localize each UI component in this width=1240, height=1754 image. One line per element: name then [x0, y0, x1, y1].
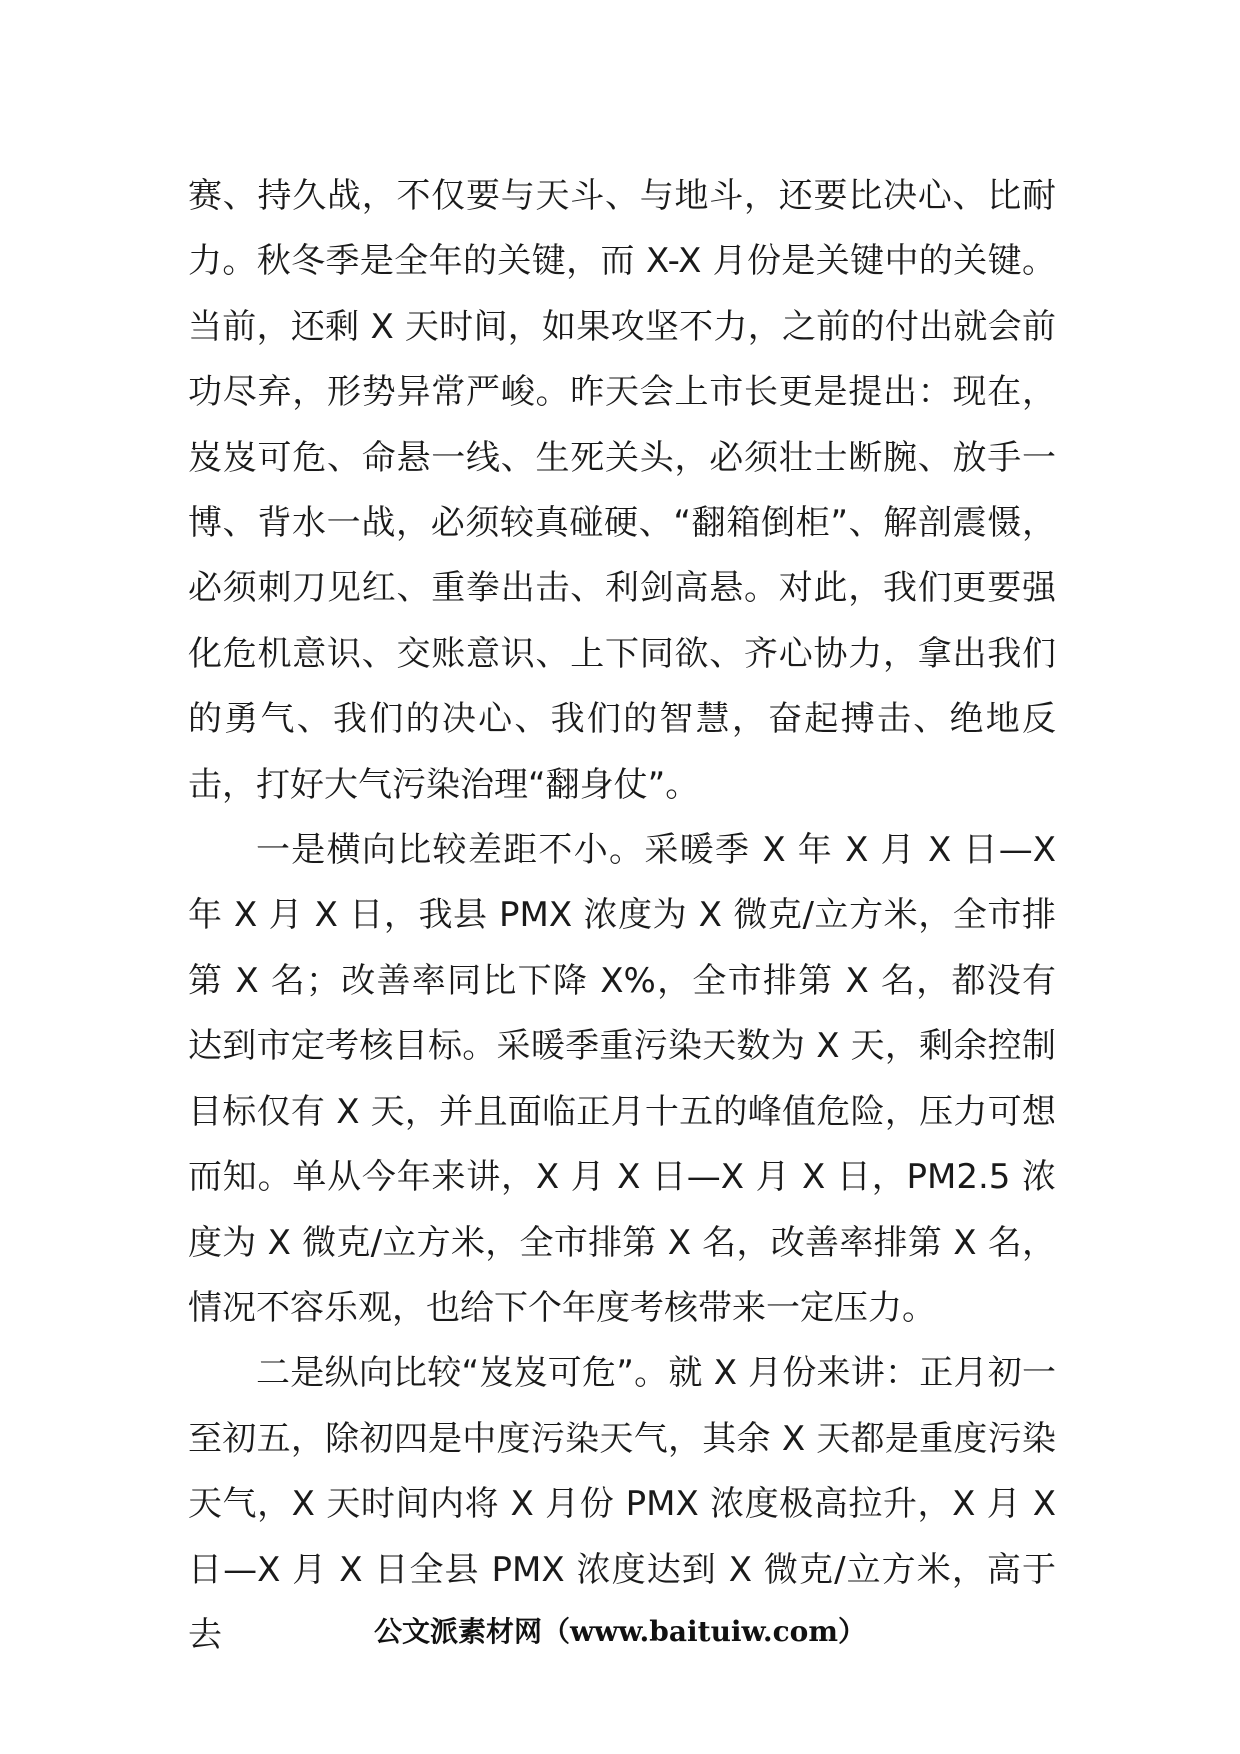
paragraph-horizontal-comparison: 一是横向比较差距不小。采暖季 X 年 X 月 X 日—X 年 X 月 X 日，我县 PMX 浓度为 X 微克/立方米，全市排第 X 名；改善率同比下降 X%，全市排第 X 名，都没有达到市定考核目标。采暖季重污染天数为 X 天，剩余控制目标仅有 X 天，并且面临正月十五的峰值危险，压力可想而知。单从今年来讲，X 月 X 日—X 月 X 日，PM2.5 浓度为 X 微克/立方米，全市排第 X 名，改善率排第 X 名，情况不容乐观，也给下个年度考核带来一定压力。: [188, 830, 1056, 1328]
paragraph-vertical-comparison: 二是纵向比较“岌岌可危”。就 X 月份来讲：正月初一至初五，除初四是中度污染天气，其余 X 天都是重度污染天气，X 天时间内将 X 月份 PMX 浓度极高拉升，X 月 X 日—X 月 X 日全县 PMX 浓度达到 X 微克/立方米，高于去: [188, 1353, 1056, 1655]
paragraph-continuation: 赛、持久战，不仅要与天斗、与地斗，还要比决心、比耐力。秋冬季是全年的关键，而 X-X 月份是关键中的关键。当前，还剩 X 天时间，如果攻坚不力，之前的付出就会前功尽弃，形势异常严峻。昨天会上市长更是提出：现在，岌岌可危、命悬一线、生死关头，必须壮士断腕、放手一博、背水一战，必须较真碰硬、“翻箱倒柜”、解剖震慑，必须刺刀见红、重拳出击、利剑高悬。对此，我们更要强化危机意识、交账意识、上下同欲、齐心协力，拿出我们的勇气、我们的决心、我们的智慧，奋起搏击、绝地反击，打好大气污染治理“翻身仗”。: [188, 176, 1056, 805]
document-body: [188, 164, 1056, 1668]
footer-watermark-text: 公文派素材网（www.baituiw.com）: [374, 1615, 866, 1648]
